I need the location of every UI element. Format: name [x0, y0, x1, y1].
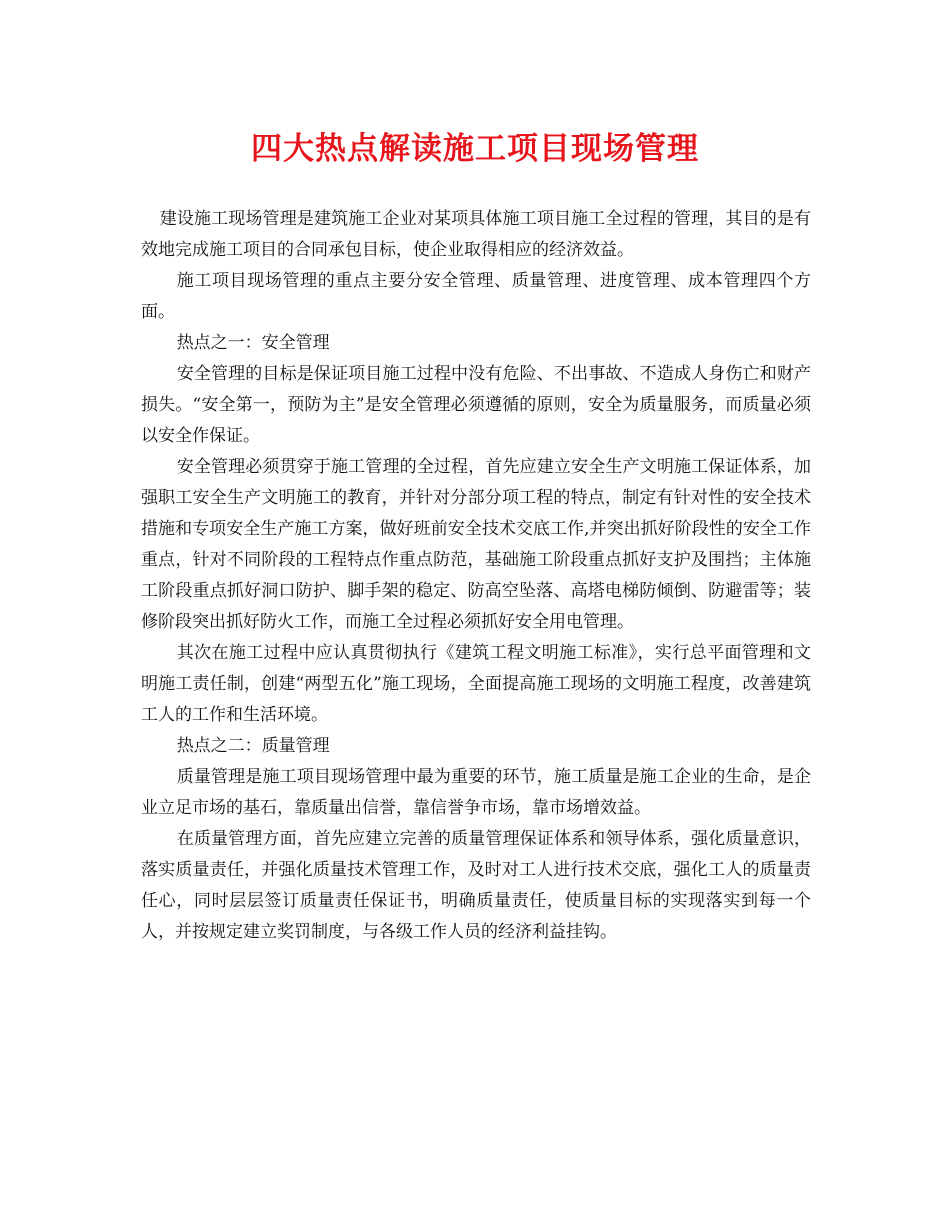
- paragraph-quality-system: 在质量管理方面，首先应建立完善的质量管理保证体系和领导体系，强化质量意识，落实质量责任，并强化质量技术管理工作，及时对工人进行技术交底，强化工人的质量责任心，同时层层签订质量责任保证书，明确质量责任，使质量目标的实现落实到每一个人，并按规定建立奖罚制度，与各级工作人员的经济利益挂钩。: [141, 829, 811, 942]
- paragraph-civilized-construction: 其次在施工过程中应认真贯彻执行《建筑工程文明施工标准》，实行总平面管理和文明施工责任制，创建“两型五化”施工现场，全面提高施工现场的文明施工程度，改善建筑工人的工作和生活环境。: [141, 643, 811, 725]
- paragraph-safety-goal: 安全管理的目标是保证项目施工过程中没有危险、不出事故、不造成人身伤亡和财产损失。“安全第一，预防为主”是安全管理必须遵循的原则，安全为质量服务，而质量必须以安全作保证。: [141, 364, 811, 446]
- document-body: [141, 204, 811, 948]
- section-heading-quality: 热点之二：质量管理: [176, 736, 330, 756]
- paragraph-intro: 建设施工现场管理是建筑施工企业对某项具体施工项目施工全过程的管理，其目的是有效地完成施工项目的合同承包目标，使企业取得相应的经济效益。: [141, 209, 811, 260]
- paragraph-focus-areas: 施工项目现场管理的重点主要分安全管理、质量管理、进度管理、成本管理四个方面。: [141, 271, 811, 322]
- section-heading-safety: 热点之一：安全管理: [176, 333, 330, 353]
- paragraph-quality-importance: 质量管理是施工项目现场管理中最为重要的环节，施工质量是施工企业的生命，是企业立足市场的基石，靠质量出信誉，靠信誉争市场，靠市场增效益。: [141, 767, 811, 818]
- document-title: 四大热点解读施工项目现场管理: [251, 131, 699, 167]
- paragraph-safety-process: 安全管理必须贯穿于施工管理的全过程，首先应建立安全生产文明施工保证体系，加强职工安全生产文明施工的教育，并针对分部分项工程的特点，制定有针对性的安全技术措施和专项安全生产施工方案，做好班前安全技术交底工作,并突出抓好阶段性的安全工作重点，针对不同阶段的工程特点作重点防范，基础施工阶段重点抓好支护及围挡；主体施工阶段重点抓好洞口防护、脚手架的稳定、防高空坠落、高塔电梯防倾倒、防避雷等；装修阶段突出抓好防火工作，而施工全过程必须抓好安全用电管理。: [141, 457, 811, 632]
